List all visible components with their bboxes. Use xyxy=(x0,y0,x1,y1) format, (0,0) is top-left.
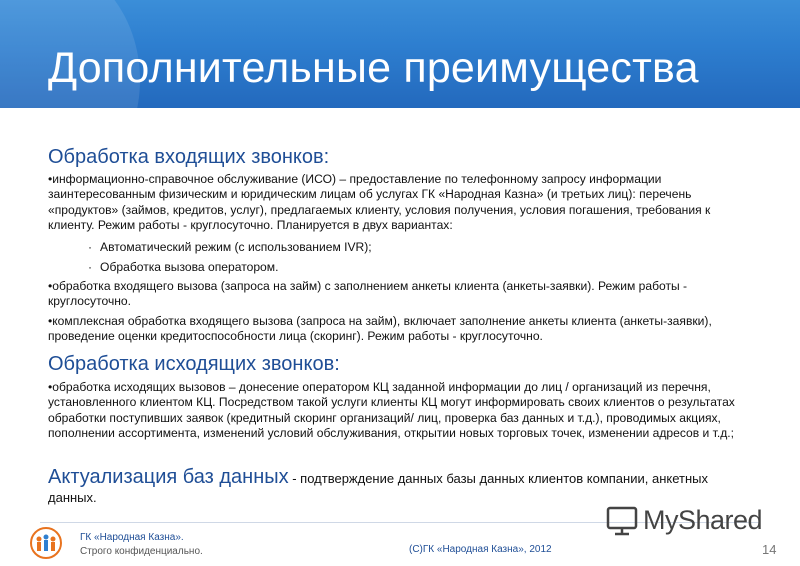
subitem-ivr-text: Автоматический режим (с использованием IVR); xyxy=(100,240,372,254)
db-update-text: - подтверждение данных базы данных клиентов компании, анкетных данных. xyxy=(48,471,708,505)
paragraph-outgoing: •обработка исходящих вызовов – донесение оператором КЦ заданной информации до лиц / организаций из перечня, установленного клиентом КЦ. Посредством такой услуги клиенты КЦ могут информировать своих клиентов о результатах обработки поступивших заявок (кредитный скоринг организаций/ лиц, проверка баз данных и т.д.), проводимых акциях, пополнении ассортимента, изменений условий обслуживания, открытии новых торговых точек, изменении адресов и т.д.; xyxy=(48,380,735,441)
paragraph-loan-request: •обработка входящего вызова (запроса на займ) с заполнением анкеты клиента (анкеты-заявки). Режим работы - круглосуточно. xyxy=(48,279,688,309)
subitem-ivr xyxy=(88,240,372,254)
presentation-icon xyxy=(605,503,639,537)
company-logo-icon xyxy=(22,525,70,561)
title-banner xyxy=(0,0,800,108)
page-number: 14 xyxy=(762,542,777,557)
section-heading-outgoing: Обработка исходящих звонков: xyxy=(48,353,340,375)
paragraph-complex-processing: •комплексная обработка входящего вызова (запроса на займ), включает заполнение анкеты клиента (анкеты-заявки), проведение оценки кредитоспособности лица (скоринг). Режим работы - круглосуточно. xyxy=(48,314,712,344)
slide-title: Дополнительные преимущества xyxy=(48,44,699,92)
company-name: ГК «Народная Казна». xyxy=(80,532,184,543)
footer-company xyxy=(80,531,203,559)
section-heading-incoming: Обработка входящих звонков: xyxy=(48,146,330,168)
subitem-operator xyxy=(88,260,278,274)
confidential-note: Строго конфиденциально. xyxy=(80,546,203,557)
paragraph-iso: •информационно-справочное обслуживание (ИСО) – предоставление по телефонному запросу информации заинтересованным физическим и юридическим лицам об услугах ГК «Народная Казна» (и третьих лиц): перечень «продуктов» (займов, кредитов, услуг), предлагаемых клиенту, условия получения, условия погашения, требования к клиенту. Режим работы - круглосуточно. Планируется в двух вариантах: xyxy=(48,172,711,233)
watermark xyxy=(605,502,762,538)
section-heading-db: Актуализация баз данных xyxy=(48,466,289,488)
subitem-operator-text: Обработка вызова оператором. xyxy=(100,260,279,274)
bullet-dot: · xyxy=(88,260,93,274)
watermark-text: MyShared xyxy=(643,504,763,535)
footer-copyright: (С)ГК «Народная Казна», 2012 xyxy=(409,544,552,555)
bullet-dot: · xyxy=(88,240,93,254)
